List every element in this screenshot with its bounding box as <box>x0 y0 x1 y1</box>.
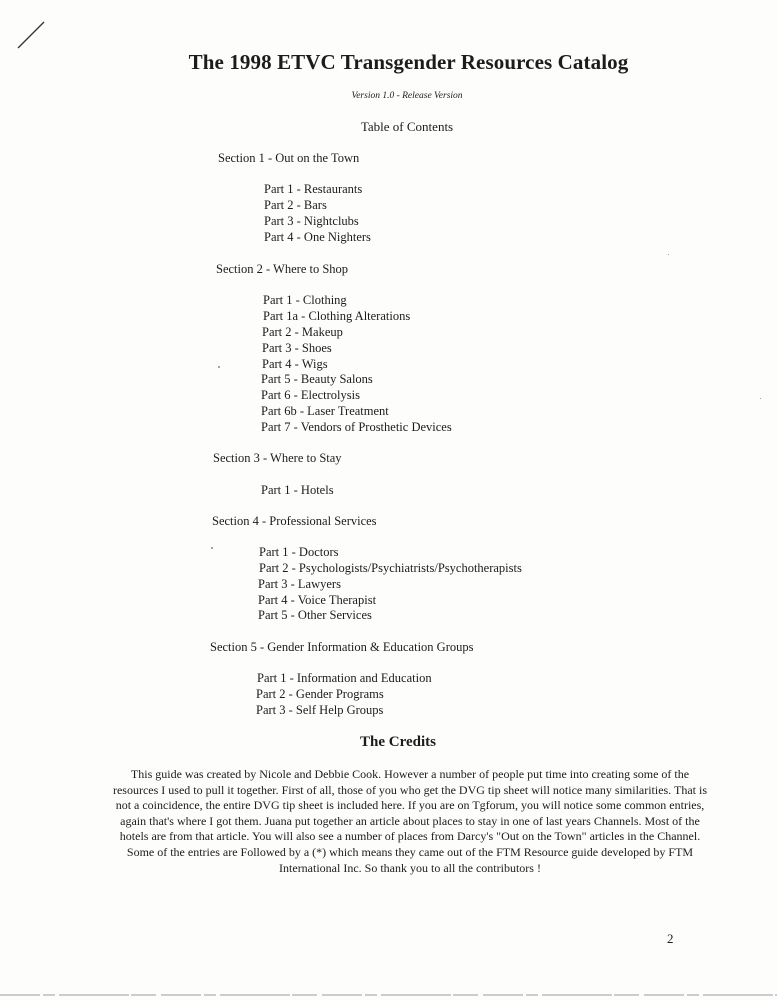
version-label: Version 1.0 - Release Version <box>351 91 463 101</box>
scan-speck <box>211 547 213 549</box>
toc-part-item: Part 4 - One Nighters <box>264 230 371 244</box>
toc-part-item: Part 5 - Other Services <box>258 608 372 622</box>
toc-part-item: Part 4 - Voice Therapist <box>258 593 377 607</box>
toc-part-item: Part 1 - Restaurants <box>264 182 363 196</box>
toc-part-item: Part 2 - Makeup <box>262 325 343 339</box>
toc-part-item: Part 1 - Information and Education <box>257 671 432 685</box>
toc-part-item: Part 3 - Self Help Groups <box>256 703 384 717</box>
scan-speck <box>760 398 761 399</box>
credits-heading: The Credits <box>360 734 436 750</box>
toc-part-item: Part 1 - Doctors <box>259 545 339 559</box>
toc-section-label: Section 3 - Where to Stay <box>213 451 342 465</box>
toc-section-label: Section 1 - Out on the Town <box>218 151 360 165</box>
toc-section-label: Section 5 - Gender Information & Education Groups <box>210 640 474 654</box>
pen-stroke-mark <box>14 18 48 52</box>
credits-paragraph: This guide was created by Nicole and Debbie Cook. However a number of people put time into creating some of the resources I used to pull it together. First of all, those of you who get the DVG tip sheet will notice many similarities. That is not a coincidence, the entire DVG tip sheet is included here. If you are on Tgforum, you will notice some common entries, again that's where I got them. Juana put together an article about places to stay in one of last years Channels. Most of the hotels are from that article. You will also see a number of places from Darcy's "Out on the Town" articles in the Channel. Some of the entries are Followed by a (*) which means they came out of the FTM Resource guide developed by FTM International Inc. So thank you to all the contributors ! <box>112 767 707 875</box>
document-title: The 1998 ETVC Transgender Resources Catalog <box>188 50 629 74</box>
toc-part-item: Part 1 - Clothing <box>263 293 347 307</box>
scan-speck <box>668 254 669 255</box>
toc-part-item: Part 2 - Bars <box>264 198 327 212</box>
toc-part-item: Part 5 - Beauty Salons <box>261 372 373 386</box>
toc-part-item: Part 1a - Clothing Alterations <box>263 309 411 323</box>
toc-part-item: Part 2 - Gender Programs <box>256 687 384 701</box>
toc-heading: Table of Contents <box>360 119 454 134</box>
toc-part-item: Part 7 - Vendors of Prosthetic Devices <box>261 420 452 434</box>
toc-part-item: Part 3 - Lawyers <box>258 577 341 591</box>
toc-part-item: Part 3 - Shoes <box>262 341 332 355</box>
toc-part-item: Part 4 - Wigs <box>262 357 328 371</box>
page-number: 2 <box>667 931 674 946</box>
toc-section-label: Section 2 - Where to Shop <box>216 262 349 276</box>
toc-part-item: Part 6b - Laser Treatment <box>261 404 389 418</box>
toc-part-item: Part 1 - Hotels <box>261 483 334 497</box>
toc-section-label: Section 4 - Professional Services <box>212 514 377 528</box>
scan-speck <box>218 366 220 368</box>
toc-part-item: Part 6 - Electrolysis <box>261 388 360 402</box>
toc-part-item: Part 2 - Psychologists/Psychiatrists/Psychotherapists <box>259 561 522 575</box>
toc-part-item: Part 3 - Nightclubs <box>264 214 359 228</box>
scan-bottom-edge <box>0 992 777 998</box>
